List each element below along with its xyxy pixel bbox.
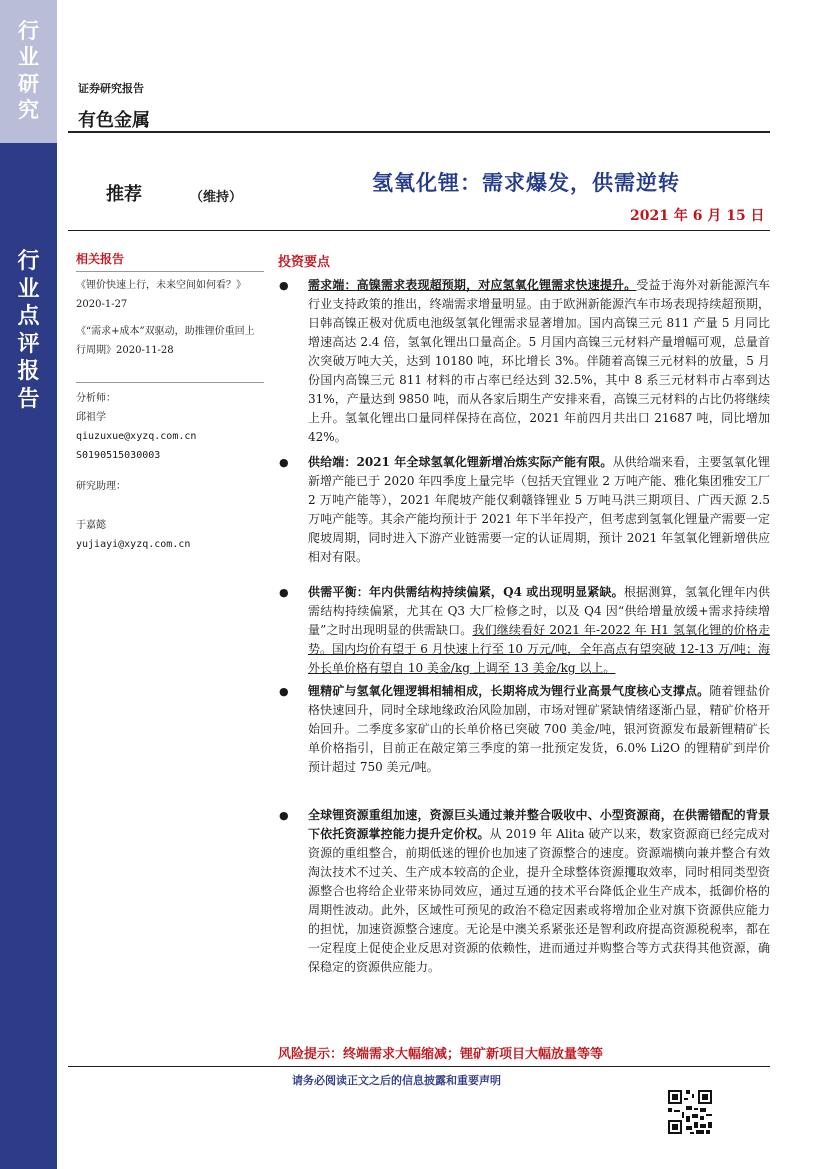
rating-status: （维持） <box>190 190 243 205</box>
report-date: 2021 年 6 月 15 日 <box>630 208 765 224</box>
assistant-email[interactable]: yujiayi@xyzq.com.cn <box>76 539 191 550</box>
assistant-name: 于嘉懿 <box>76 520 106 531</box>
analyst-label: 分析师： <box>76 393 116 404</box>
header-divider <box>68 131 770 133</box>
sidebar-top-band <box>0 0 57 143</box>
analyst-block <box>76 382 264 554</box>
key-points <box>278 253 770 977</box>
assistant-label: 研究助理： <box>76 481 126 492</box>
analyst-email[interactable]: qiuzuxue@xyzq.com.cn <box>76 431 197 442</box>
analyst-name: 邱祖学 <box>76 412 106 423</box>
report-type: 证券研究报告 <box>78 82 144 95</box>
rating: 推荐 <box>106 184 142 205</box>
bullet-consolidation <box>278 806 770 977</box>
bullet-lead: 供给端：2021 年全球氢氧化锂新增冶炼实际产能有限。 <box>308 455 613 469</box>
bullet-lead: 锂精矿与氢氧化锂逻辑相辅相成，长期将成为锂行业高景气度核心支撑点。 <box>308 684 710 698</box>
sidebar-top-label: 行 业 研 究 <box>18 18 39 122</box>
bullet-body: 从 2019 年 Alita 破产以来，数家资源商已经完成对资源的重组整合，前期低迷的锂价也加速了资源整合的速度。资源端横向兼并整合有效淘汰技术不过关、生产成本较高的企业，提升全球整体资源攫取效率，同时相同类型资源整合也将给企业带来协同效应，通过互通的技术平台降低企业生产成本，抵御价格的周期性波动。此外，区域性可预见的政治不稳定因素或将增加企业对旗下资源供应能力的担忧，加速资源整合速度。无论是中澳关系紧张还是智利政府提高资源税税率，都在一定程度上促使企业反思对资源的依赖性，进而通过并购整合等方式获得其他资源，确保稳定的资源供应能力。 <box>308 827 770 974</box>
sidebar-bottom-band <box>0 143 57 1169</box>
bullet-lead: 需求端：高镍需求表现超预期，对应氢氧化锂需求快速提升。 <box>308 278 637 292</box>
disclaimer: 请务必阅读正文之后的信息披露和重要声明 <box>292 1074 501 1087</box>
related-report-item[interactable]: 《“需求+成本”双驱动，助推锂价重回上行周期》2020-11-28 <box>76 326 255 356</box>
bullet-lead: 全球锂资源重组加速，资源巨头通过兼并整合吸收中、小型资源商，在供需错配的背景下依托资源掌控能力提升定价权。 <box>308 808 770 841</box>
title-divider <box>68 230 770 231</box>
footer-divider <box>68 1066 770 1067</box>
industry-name: 有色金属 <box>78 110 150 131</box>
qr-code-icon <box>666 1088 714 1136</box>
sidebar-bottom-label: 行 业 点 评 报 告 <box>17 248 40 412</box>
bullet-body: 随着锂盐价格快速回升，同时全球地缘政治风险加剧，市场对锂矿紧缺情绪逐渐凸显，精矿价格开始回升。二季度多家矿山的长单价格已突破 700 美金/吨，银河资源发布最新锂精矿长单价格指引，目前正在敲定第三季度的第一批预定发货，6.0% Li2O 的锂精矿到岸价预计超过 750 美元/吨。 <box>308 684 770 774</box>
bullet-ore <box>278 682 770 777</box>
bullet-supply <box>278 453 770 567</box>
bullet-body: 从供给端来看，主要氢氧化锂新增产能已于 2020 年四季度上量完毕（包括天宜锂业 2 万吨产能、雅化集团雅安工厂 2 万吨产能等），2021 年爬坡产能仅剩赣锋锂业 5 万吨马洪三期项目、广西天源 2.5 万吨产能等。其余产能均预计于 2021 年下半年投产，但考虑到氢氧化锂量产需要一定爬坡周期，同时进入下游产业链需要一定的认证周期，预计 2021 年氢氧化锂新增供应相对有限。 <box>308 455 770 564</box>
bullet-body: 受益于海外对新能源汽车行业支持政策的推出，终端需求增量明显。由于欧洲新能源汽车市场表现持续超预期，日韩高镍正极对优质电池级氢氧化锂需求显著增加。国内高镍三元 811 产量 5 月同比增速高达 2.4 倍，氢氧化锂出口量高企。5 月国内高镍三元材料产量增幅可观，总量首次突破万吨大关，达到 10180 吨，环比增长 3%。伴随着高镍三元材料的放量，5 月份国内高镍三元 811 材料的市占率已经达到 32.5%，其中 8 系三元材料市占率到达 31%，产量达到 9850 吨，而从各家后期生产安排来看，高镍三元材料的占比仍将继续上升。氢氧化锂出口量同样保持在高位，2021 年前四月共出口 21687 吨，同比增加 42%。 <box>308 278 770 444</box>
bullet-balance <box>278 583 770 678</box>
left-column <box>76 250 264 554</box>
key-points-title: 投资要点 <box>278 255 331 270</box>
related-report-item[interactable]: 《锂价快速上行，未来空间如何看？》2020-1-27 <box>76 280 246 310</box>
bullet-body: 根据测算，氢氧化锂年内供需结构持续偏紧，尤其在 Q3 大厂检修之时，以及 Q4 因“供给增量放缓+需求持续增量”之时出现明显的供需缺口。 <box>308 585 770 637</box>
bullet-lead: 供需平衡：年内供需结构持续偏紧，Q4 或出现明显紧缺。 <box>308 585 624 599</box>
related-reports-title: 相关报告 <box>76 250 264 272</box>
bullet-underlined-text: 我们继续看好 2021 年-2022 年 H1 氢氧化锂的价格走势。国内均价有望于 6 月快速上行至 10 万元/吨，全年高点有望突破 12-13 万/吨；海外长单价格有望自 10 美金/kg 上调至 13 美金/kg 以上。 <box>308 623 770 675</box>
bullet-demand <box>278 276 770 447</box>
risk-warning: 风险提示：终端需求大幅缩减；锂矿新项目大幅放量等等 <box>278 1047 604 1062</box>
report-title: 氢氧化锂：需求爆发，供需逆转 <box>372 170 680 195</box>
analyst-license: S0190515030003 <box>76 450 161 461</box>
